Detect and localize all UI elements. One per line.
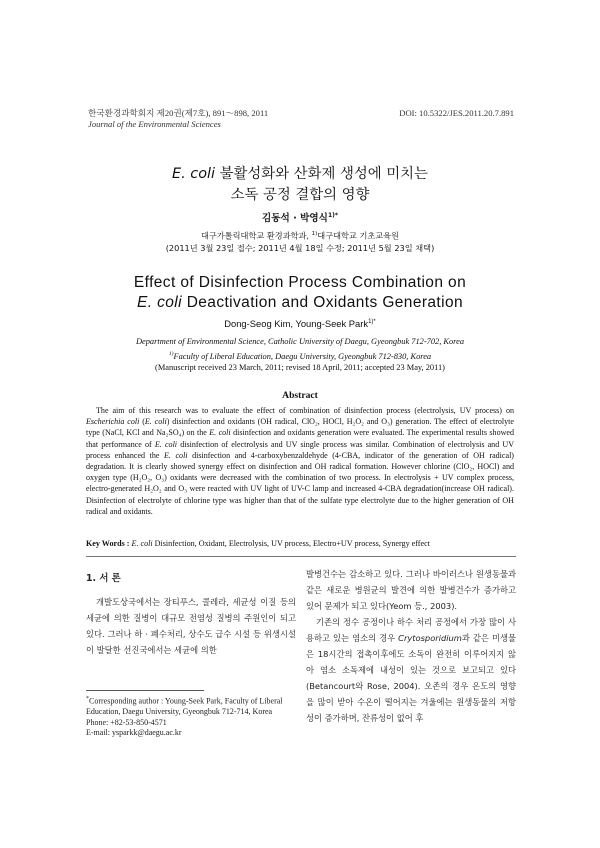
body-left-column: [86, 572, 296, 658]
abstract-italic: E. coli: [144, 417, 167, 427]
english-author-sup: 1)*: [368, 318, 376, 325]
footnote-phone: Phone: +82-53-850-4571: [86, 717, 167, 727]
footnote-marker: *: [86, 696, 89, 702]
abstract-heading: Abstract: [282, 390, 318, 401]
english-affiliation-2-sup: 1): [168, 351, 174, 357]
korean-title: [0, 164, 600, 206]
korean-dates: (2011년 3월 23일 접수; 2011년 4월 18일 수정; 2011년 5월 23일 채택): [165, 243, 435, 253]
keywords-text: Disinfection, Oxidant, Electrolysis, UV process, Electro+UV process, Synergy effect: [152, 539, 430, 548]
english-authors: [0, 318, 600, 329]
abstract-text: disinfection and 4-carboxybenzaldehyde (4-CBA, indicator of the generation of OH radical) degradation. It is clearly showed synergy effect on disinfection and OH radical formation. However chlorine (ClO₂, HOCl) and oxygen type (H₂O₂, O₃) oxidants were decreased with the combination of two process. In electrolysis + UV complex process, electro-generated H₂O₂ and O₃ were reacted with UV light of UV-C lamp and increased 4-CBA degradation(increase OH radical). Disinfection of electrolyte of chlorine type was higher than that of the sulfate type electrolyte due to the higher generation of OH radical and oxidants.: [86, 450, 514, 516]
footnote-email: E-mail: ysparkk@daegu.ac.kr: [86, 728, 182, 738]
english-title-line1: Effect of Disinfection Process Combination on: [133, 274, 467, 291]
doi: DOI: 10.5322/JES.2011.20.7.891: [399, 108, 514, 118]
english-affiliations: [0, 336, 600, 363]
abstract-italic: Escherichia coli: [86, 417, 140, 427]
english-affiliation-1: Department of Environmental Science, Catholic University of Daegu, Gyeongbuk 712-702, Korea: [135, 337, 465, 346]
abstract-italic: E. coli: [209, 428, 231, 438]
abstract-text: disinfection and oxidants generation were evaluated. The experimental results showed that performance of: [86, 428, 514, 449]
keywords-italic: E. coli: [131, 539, 153, 548]
korean-author-sup: 1)*: [327, 211, 338, 219]
abstract-text: (: [139, 417, 145, 427]
korean-title-line2: 소독 공정 결합의 영향: [230, 187, 370, 203]
keywords: [86, 538, 516, 549]
korean-title-line1: 불활성화와 산화제 생성에 미치는: [215, 166, 428, 182]
korean-affiliation: [0, 228, 600, 242]
english-dates: (Manuscript received 23 March, 2011; revised 18 April, 2011; accepted 23 May, 2011): [155, 363, 445, 372]
footnote-corresponding: Corresponding author : Young-Seek Park, Faculty of Liberal Education, Daegu University, Gyeongbuk 712-714, Korea: [86, 696, 283, 717]
korean-authors: [0, 210, 600, 224]
body-right-column: [306, 566, 516, 726]
journal-citation: 한국환경과학회지 제20권(제7호), 891～898, 2011: [88, 108, 269, 118]
english-title-line2: Deactivation and Oxidants Generation: [181, 294, 464, 311]
korean-affiliation-sup: 1): [311, 231, 318, 237]
english-affiliation-2: Faculty of Liberal Education, Daegu University, Gyeongbuk 712-830, Korea: [173, 351, 432, 361]
section-heading: 1. 서 론: [86, 573, 121, 584]
journal-header: [88, 108, 268, 130]
english-title: [0, 273, 600, 313]
body-paragraph: 개발도상국에서는 장티푸스, 콜레라, 세균성 이질 등의 세균에 의한 질병이 대규모 전염성 질병의 주원인이 되고 있다. 그러나 하 · 폐수처리, 상수도 급수 시설 등 위생시설이 발달한 선진국에서는 세균에 의한: [86, 597, 296, 655]
korean-author-names: 김동석 · 박영식: [262, 213, 328, 224]
abstract-italic: E. coli: [154, 439, 178, 449]
korean-title-organism: E. coli: [172, 166, 216, 182]
body-text: 기존의 정수 공정이나 하수 처리 공정에서 가장 많이 사용하고 있는 염소의 경우: [306, 617, 516, 643]
footnote-divider: [86, 690, 204, 691]
body-paragraph: 발병건수는 감소하고 있다. 그러나 바이러스나 원생동물과 같은 새로운 병원균의 발견에 의한 발병건수가 증가하고 있어 문제가 되고 있다(Yeom 등., 2003).: [306, 569, 516, 611]
body-italic: Crytosporidium: [398, 633, 462, 643]
abstract-body: [86, 405, 514, 517]
footnote: [86, 694, 296, 739]
english-author-names: Dong-Seog Kim, Young-Seek Park: [224, 318, 369, 329]
keywords-label: Key Words :: [86, 539, 132, 548]
abstract-text: disinfection of electrolysis and UV single process was similar. Combination of electrolysis and UV process enhanced the: [86, 439, 515, 460]
korean-affiliation-a: 대구가톨릭대학교 환경과학과,: [201, 230, 312, 241]
abstract-text: ) disinfection and oxidants (OH radical, ClO₂, HOCl, H₂O₂ and O₃) generation. The effect of electrolyte type (NaCl, KCl and Na₂SO₄) on the: [86, 417, 514, 438]
abstract-italic: E. coli: [164, 450, 188, 460]
body-paragraph: [306, 614, 516, 726]
body-text: 과 같은 미생물은 18시간의 접촉이후에도 소독이 완전히 이루어지지 않아 염소 소독제에 내성이 있는 것으로 보고되고 있다(Betancourt와 Rose, 2004). 오존의 경우 온도의 영향을 많이 받아 수온이 떨어지는 겨울에는 원생동물의 저항성이 증가하며, 잔류성이 없어 후: [306, 633, 516, 723]
english-title-organism: E. coli: [136, 294, 182, 311]
journal-name: Journal of the Environmental Sciences: [88, 119, 221, 129]
abstract-text: The aim of this research was to evaluate the effect of combination of disinfection process (electrolysis, UV process) on: [96, 406, 514, 415]
korean-affiliation-b: 대구대학교 기초교육원: [317, 230, 399, 241]
divider: [86, 556, 516, 557]
